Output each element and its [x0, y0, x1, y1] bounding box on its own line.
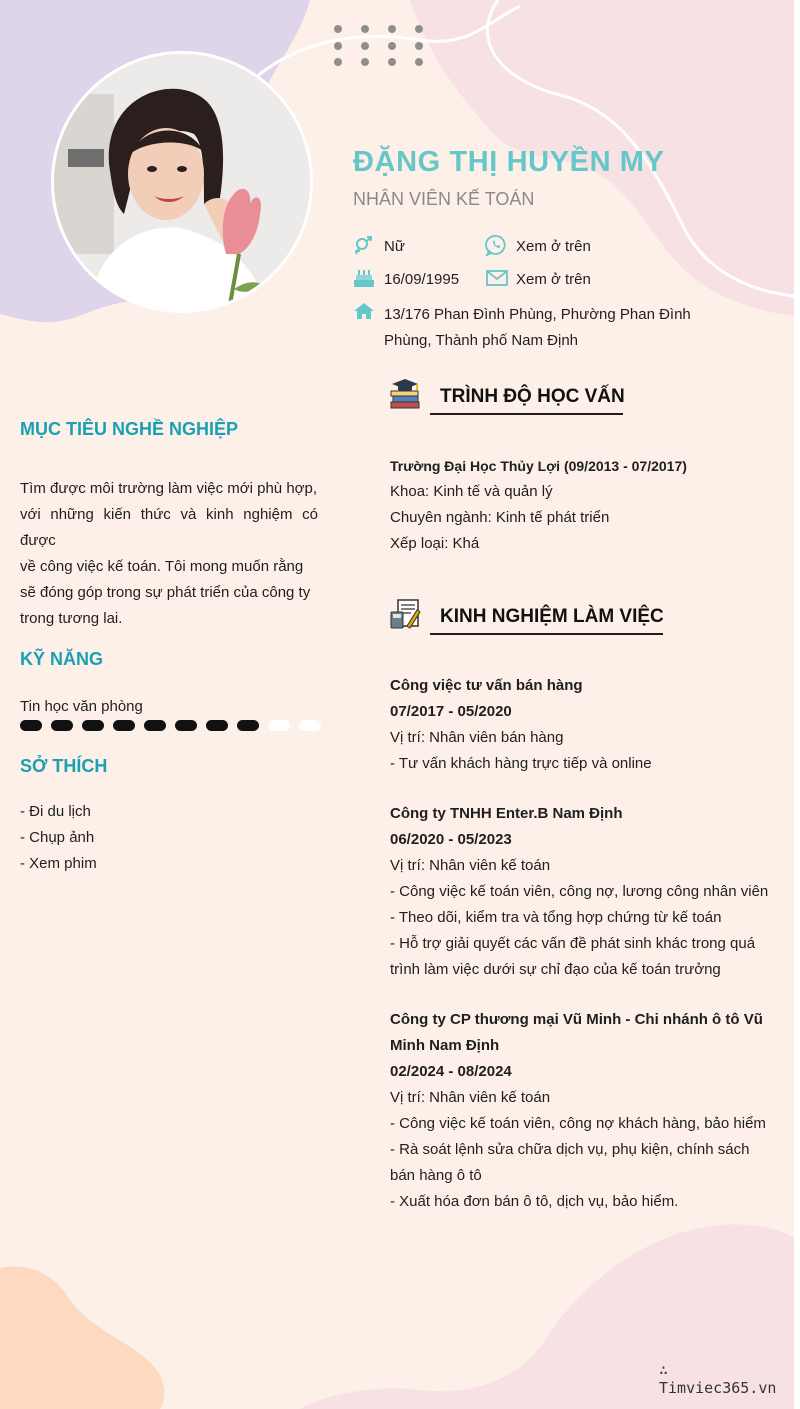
objective-line: với những kiến thức và kinh nghiệm có được — [20, 506, 318, 549]
hobby-item: - Xem phim — [20, 855, 97, 872]
experience-entry — [390, 801, 770, 983]
experience-heading: KINH NGHIỆM LÀM VIỆC — [440, 606, 664, 627]
skill-level-segment — [268, 720, 290, 731]
heading-underline — [430, 633, 663, 635]
objective-line: trong tương lai. — [20, 610, 123, 627]
hobbies-heading: SỞ THÍCH — [20, 756, 108, 776]
objective-line: sẽ đóng góp trong sự phát triển của công ty — [20, 584, 311, 601]
job-line: - Rà soát lệnh sửa chữa dịch vụ, phụ kiện, chính sách — [390, 1141, 750, 1158]
skill-level-segment — [237, 720, 259, 731]
job-company: Công việc tư vấn bán hàng — [390, 677, 583, 694]
job-company: Công ty TNHH Enter.B Nam Định — [390, 805, 623, 822]
hobby-item: - Đi du lịch — [20, 803, 91, 820]
job-line: - Tư vấn khách hàng trực tiếp và online — [390, 755, 652, 772]
skill-level-bar — [20, 720, 320, 732]
birthday-cake-icon — [353, 268, 375, 288]
job-title: NHÂN VIÊN KẾ TOÁN — [353, 189, 535, 209]
job-line: - Xuất hóa đơn bán ô tô, dịch vụ, bảo hiểm. — [390, 1193, 679, 1210]
job-line: - Công việc kế toán viên, công nợ, lương công nhân viên — [390, 883, 769, 900]
skill-level-segment — [206, 720, 228, 731]
job-company: Công ty CP thương mại Vũ Minh - Chi nhánh ô tô Vũ — [390, 1011, 763, 1028]
skills-heading: KỸ NĂNG — [20, 649, 104, 669]
birthday-value: 16/09/1995 — [384, 271, 460, 288]
job-line: bán hàng ô tô — [390, 1167, 482, 1184]
job-line: - Công việc kế toán viên, công nợ khách hàng, bảo hiểm — [390, 1115, 766, 1132]
skill-level-segment — [20, 720, 42, 731]
graduation-books-icon — [388, 378, 422, 410]
job-line: Vị trí: Nhân viên kế toán — [390, 1089, 551, 1106]
job-line: Vị trí: Nhân viên kế toán — [390, 857, 551, 874]
job-period: 06/2020 - 05/2023 — [390, 831, 512, 848]
job-line: Vị trí: Nhân viên bán hàng — [390, 729, 564, 746]
address-line: 13/176 Phan Đình Phùng, Phường Phan Đình — [384, 306, 691, 323]
job-line: - Theo dõi, kiểm tra và tổng hợp chứng từ kế toán — [390, 909, 722, 926]
watermark: ∴ Timviec365.vn — [659, 1361, 777, 1397]
objective-text — [20, 476, 318, 632]
education-heading: TRÌNH ĐỘ HỌC VẤN — [440, 386, 625, 407]
skill-level-segment — [175, 720, 197, 731]
home-icon — [353, 302, 375, 320]
job-period: 02/2024 - 08/2024 — [390, 1063, 512, 1080]
email-value: Xem ở trên — [516, 271, 591, 288]
education-line: Xếp loại: Khá — [390, 535, 480, 552]
decorative-dots — [332, 24, 428, 68]
profile-photo — [51, 51, 313, 313]
education-line: Khoa: Kinh tế và quản lý — [390, 483, 553, 500]
school-name: Trường Đại Học Thủy Lợi (09/2013 - 07/2017) — [390, 458, 687, 474]
education-entry — [390, 453, 770, 557]
job-company: Minh Nam Định — [390, 1037, 500, 1054]
phone-icon — [485, 234, 507, 256]
candidate-name: ĐẶNG THỊ HUYỀN MY — [353, 146, 665, 178]
skill-name: Tin học văn phòng — [20, 698, 143, 715]
experience-entry — [390, 673, 770, 777]
gender-icon — [354, 236, 374, 256]
skill-level-segment — [299, 720, 321, 731]
job-period: 07/2017 - 05/2020 — [390, 703, 512, 720]
objective-heading: MỤC TIÊU NGHỀ NGHIỆP — [20, 419, 239, 439]
skill-level-segment — [144, 720, 166, 731]
job-line: trình làm việc dưới sự chỉ đạo của kế toán trưởng — [390, 961, 721, 978]
job-line: - Hỗ trợ giải quyết các vấn đề phát sinh khác trong quá — [390, 935, 756, 952]
objective-line: về công việc kế toán. Tôi mong muốn rằng — [20, 558, 304, 575]
skill-level-segment — [113, 720, 135, 731]
skill-level-segment — [82, 720, 104, 731]
skill-level-segment — [51, 720, 73, 731]
education-line: Chuyên ngành: Kinh tế phát triển — [390, 509, 610, 526]
address — [384, 302, 704, 354]
gender-value: Nữ — [384, 238, 405, 255]
phone-value: Xem ở trên — [516, 238, 591, 255]
heading-underline — [430, 413, 623, 415]
experience-entry — [390, 1007, 770, 1215]
address-line: Phùng, Thành phố Nam Định — [384, 332, 579, 349]
email-icon — [486, 270, 508, 286]
objective-line: Tìm được môi trường làm việc mới phù hợp, — [20, 480, 318, 497]
hobby-item: - Chụp ảnh — [20, 829, 95, 846]
work-tools-icon — [389, 598, 421, 630]
